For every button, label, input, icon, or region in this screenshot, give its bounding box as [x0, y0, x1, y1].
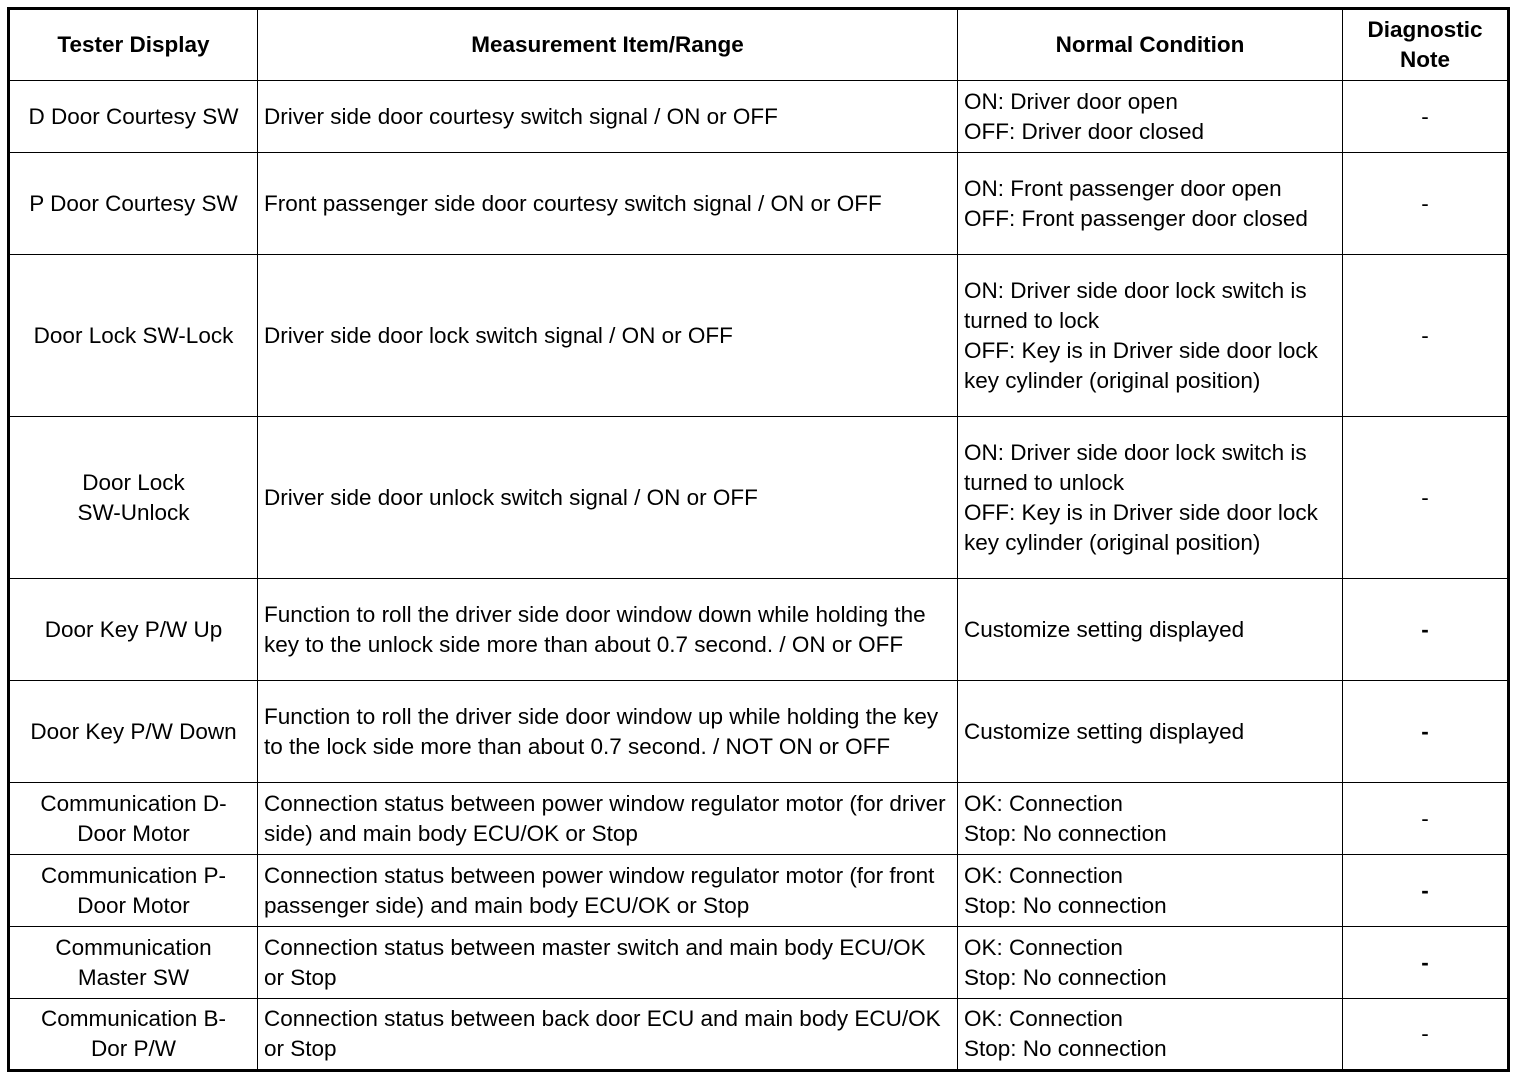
measurement-item-cell: Driver side door courtesy switch signal / ON or OFF [258, 81, 958, 153]
table-row [9, 579, 1509, 681]
table-row [9, 927, 1509, 999]
normal-condition-cell: ON: Driver side door lock switch is turned to unlock OFF: Key is in Driver side door lock key cylinder (original position) [958, 417, 1343, 579]
diagnostic-note-cell: - [1343, 255, 1509, 417]
table-header [9, 9, 1509, 81]
measurement-item-cell: Function to roll the driver side door window up while holding the key to the lock side more than about 0.7 second. / NOT ON or OFF [258, 681, 958, 783]
table-body [9, 81, 1509, 1071]
table-row [9, 255, 1509, 417]
normal-condition-cell: ON: Driver door open OFF: Driver door closed [958, 81, 1343, 153]
table-row [9, 153, 1509, 255]
tester-display-cell: Communication D-Door Motor [9, 783, 258, 855]
measurement-item-cell: Connection status between back door ECU and main body ECU/OK or Stop [258, 999, 958, 1071]
header-tester-display: Tester Display [9, 9, 258, 81]
tester-display-cell: Communication Master SW [9, 927, 258, 999]
diagnostic-note-cell: - [1343, 417, 1509, 579]
measurement-item-cell: Connection status between power window regulator motor (for front passenger side) and main body ECU/OK or Stop [258, 855, 958, 927]
normal-condition-cell: ON: Driver side door lock switch is turned to lock OFF: Key is in Driver side door lock key cylinder (original position) [958, 255, 1343, 417]
table-row [9, 855, 1509, 927]
diagnostic-note-cell: - [1343, 783, 1509, 855]
diagnostic-note-cell: - [1343, 927, 1509, 999]
table-row [9, 999, 1509, 1071]
diagnostic-note-cell: - [1343, 81, 1509, 153]
tester-display-cell: Door Lock SW-Lock [9, 255, 258, 417]
tester-display-cell: Door Key P/W Up [9, 579, 258, 681]
table-row [9, 417, 1509, 579]
normal-condition-cell: OK: Connection Stop: No connection [958, 783, 1343, 855]
tester-display-cell: Door Key P/W Down [9, 681, 258, 783]
measurement-item-cell: Function to roll the driver side door window down while holding the key to the unlock side more than about 0.7 second. / ON or OFF [258, 579, 958, 681]
normal-condition-cell: Customize setting displayed [958, 579, 1343, 681]
diagnostic-note-cell: - [1343, 681, 1509, 783]
tester-display-cell: Communication P-Door Motor [9, 855, 258, 927]
normal-condition-cell: OK: Connection Stop: No connection [958, 999, 1343, 1071]
tester-display-cell: Communication B-Dor P/W [9, 999, 258, 1071]
measurement-item-cell: Connection status between master switch and main body ECU/OK or Stop [258, 927, 958, 999]
tester-display-cell: Door Lock SW-Unlock [9, 417, 258, 579]
diagnostic-note-cell: - [1343, 855, 1509, 927]
diagnostic-data-table [7, 7, 1510, 1072]
measurement-item-cell: Driver side door unlock switch signal / ON or OFF [258, 417, 958, 579]
diagnostic-note-cell: - [1343, 579, 1509, 681]
normal-condition-cell: ON: Front passenger door open OFF: Front passenger door closed [958, 153, 1343, 255]
header-diagnostic-note: Diagnostic Note [1343, 9, 1509, 81]
normal-condition-cell: Customize setting displayed [958, 681, 1343, 783]
measurement-item-cell: Driver side door lock switch signal / ON or OFF [258, 255, 958, 417]
table-row [9, 81, 1509, 153]
tester-display-cell: P Door Courtesy SW [9, 153, 258, 255]
normal-condition-cell: OK: Connection Stop: No connection [958, 927, 1343, 999]
header-measurement-item: Measurement Item/Range [258, 9, 958, 81]
table-row [9, 681, 1509, 783]
header-row [9, 9, 1509, 81]
table-row [9, 783, 1509, 855]
measurement-item-cell: Connection status between power window regulator motor (for driver side) and main body ECU/OK or Stop [258, 783, 958, 855]
diagnostic-note-cell: - [1343, 153, 1509, 255]
normal-condition-cell: OK: Connection Stop: No connection [958, 855, 1343, 927]
measurement-item-cell: Front passenger side door courtesy switch signal / ON or OFF [258, 153, 958, 255]
header-normal-condition: Normal Condition [958, 9, 1343, 81]
diagnostic-note-cell: - [1343, 999, 1509, 1071]
tester-display-cell: D Door Courtesy SW [9, 81, 258, 153]
